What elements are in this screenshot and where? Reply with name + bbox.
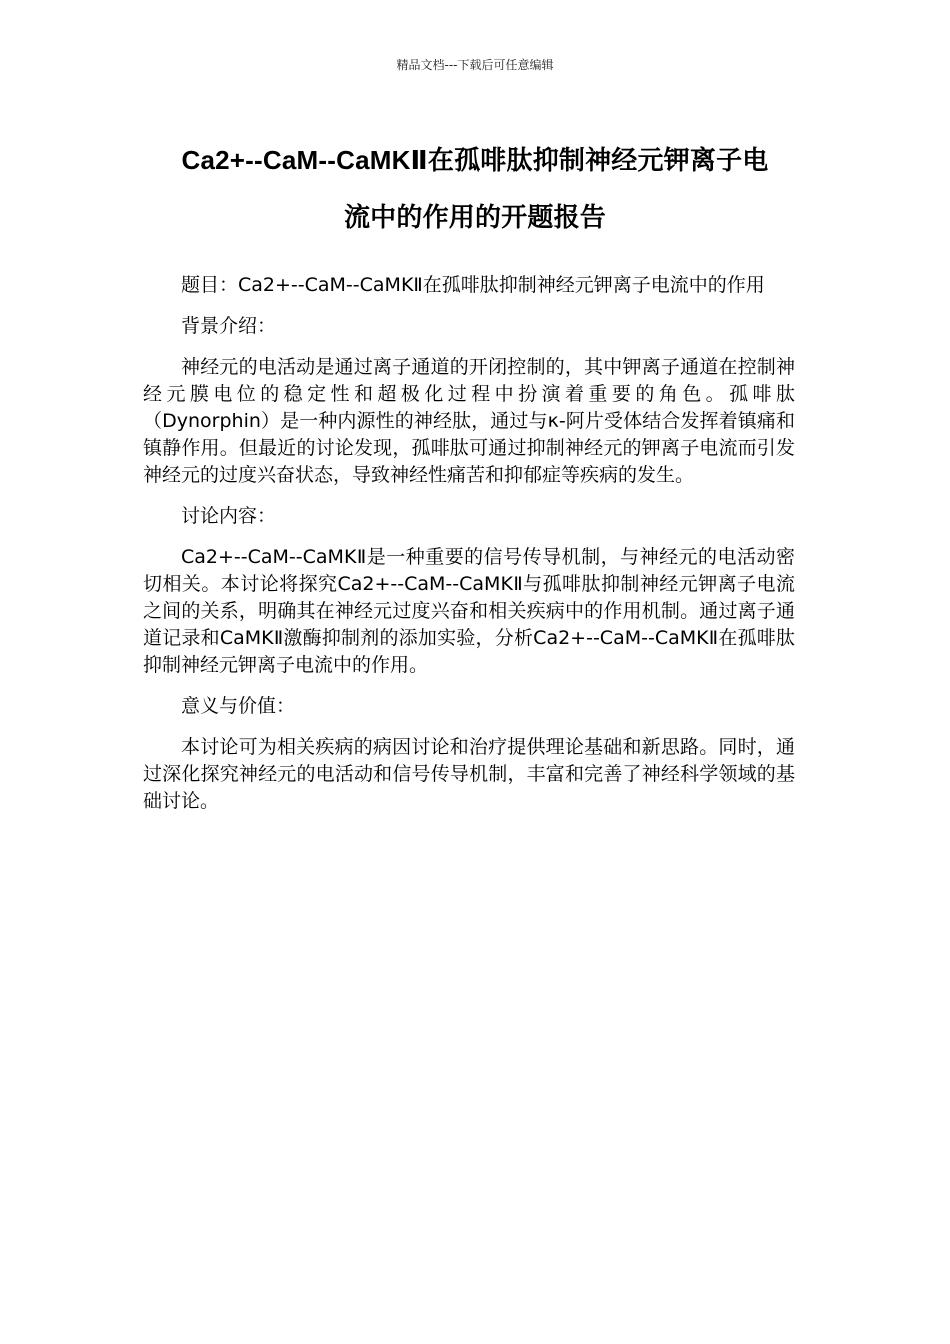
content-heading: 讨论内容： xyxy=(181,505,277,527)
significance-heading: 意义与价值： xyxy=(181,695,296,717)
document-title xyxy=(140,132,810,246)
header-note: 精品文档---下载后可任意编辑 xyxy=(396,58,554,72)
significance-paragraph: 本讨论可为相关疾病的病因讨论和治疗提供理论基础和新思路。同时，通过深化探究神经元的电活动和信号传导机制，丰富和完善了神经科学领域的基础讨论。 xyxy=(143,736,795,812)
content-paragraph: Ca2+--CaM--CaMKⅡ是一种重要的信号传导机制，与神经元的电活动密切相关。本讨论将探究Ca2+--CaM--CaMKⅡ与孤啡肽抑制神经元钾离子电流之间的关系，明确其在神经元过度兴奋和相关疾病中的作用机制。通过离子通道记录和CaMKⅡ激酶抑制剂的添加实验，分析Ca2+--CaM--CaMKⅡ在孤啡肽抑制神经元钾离子电流中的作用。 xyxy=(143,546,795,676)
title-line-2: 流中的作用的开题报告 xyxy=(343,202,606,232)
background-paragraph: 神经元的电活动是通过离子通道的开闭控制的，其中钾离子通道在控制神经元膜电位的稳定性和超极化过程中扮演着重要的角色。孤啡肽（Dynorphin）是一种内源性的神经肽，通过与κ-阿片受体结合发挥着镇痛和镇静作用。但最近的讨论发现，孤啡肽可通过抑制神经元的钾离子电流而引发神经元的过度兴奋状态，导致神经性痛苦和抑郁症等疾病的发生。 xyxy=(143,356,795,486)
background-heading: 背景介绍： xyxy=(181,315,277,337)
topic-paragraph: 题目：Ca2+--CaM--CaMKⅡ在孤啡肽抑制神经元钾离子电流中的作用 xyxy=(181,274,765,296)
document-body xyxy=(143,272,795,829)
title-line-1: Ca2+--CaM--CaMKⅡ在孤啡肽抑制神经元钾离子电 xyxy=(181,145,769,175)
